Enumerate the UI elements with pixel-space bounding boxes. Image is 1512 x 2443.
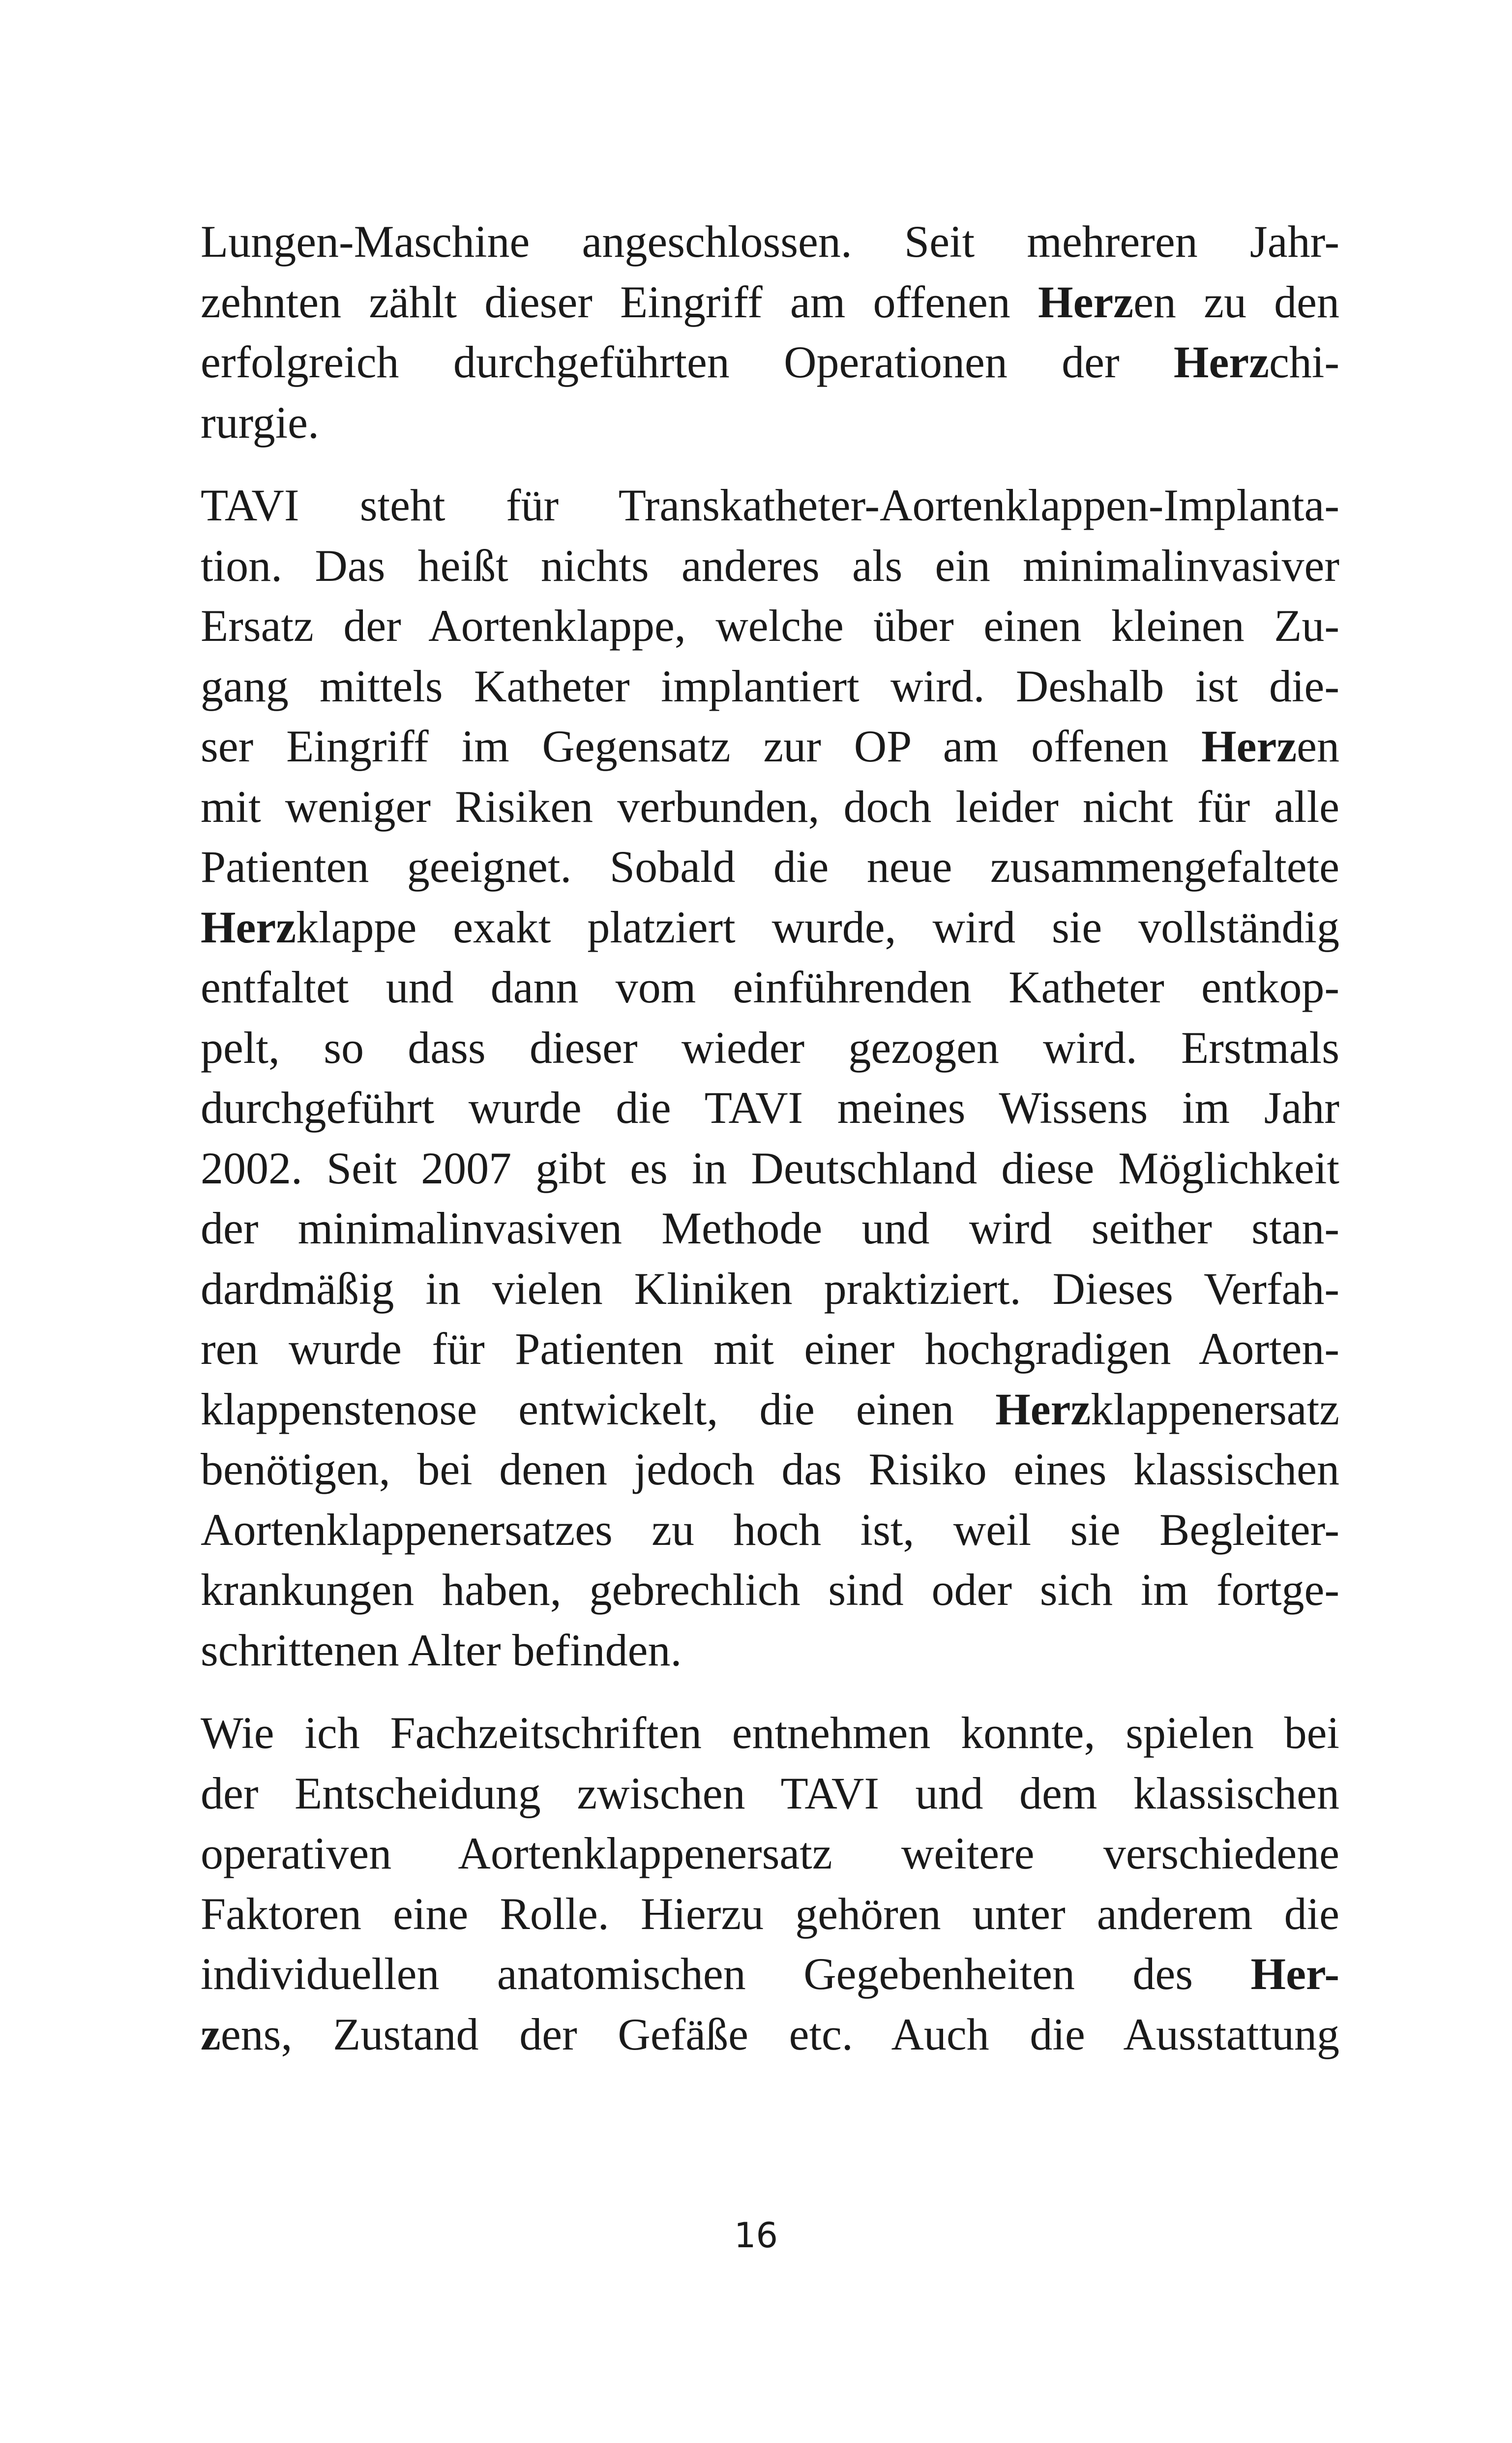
text-line: durchgeführt wurde die TAVI meines Wissens im Jahr	[201, 1083, 1339, 1133]
text-line: ren wurde für Patienten mit einer hochgradigen Aorten-	[201, 1324, 1339, 1374]
text-line: der Entscheidung zwischen TAVI und dem klassischen	[201, 1768, 1339, 1818]
text-line: 2002. Seit 2007 gibt es in Deutschland diese Möglichkeit	[201, 1143, 1339, 1193]
text-line: Faktoren eine Rolle. Hierzu gehören unter anderem die	[201, 1888, 1339, 1939]
text-line: mit weniger Risiken verbunden, doch leider nicht für alle	[201, 781, 1339, 832]
text-line: krankungen haben, gebrechlich sind oder sich im fortge-	[201, 1565, 1339, 1615]
body-text	[201, 211, 1339, 2064]
text-line: klappenstenose entwickelt, die einen Herzklappenersatz	[201, 1384, 1339, 1434]
text-line: dardmäßig in vielen Kliniken praktiziert. Dieses Verfah-	[201, 1263, 1339, 1314]
text-line: Aortenklappenersatzes zu hoch ist, weil sie Begleiter-	[201, 1504, 1339, 1555]
paragraph	[201, 1703, 1339, 2064]
paragraph	[201, 211, 1339, 452]
text-line: pelt, so dass dieser wieder gezogen wird. Erstmals	[201, 1022, 1339, 1073]
text-line: entfaltet und dann vom einführenden Katheter entkop-	[201, 962, 1339, 1012]
text-line: operativen Aortenklappenersatz weitere verschiedene	[201, 1828, 1339, 1878]
text-line: gang mittels Katheter implantiert wird. Deshalb ist die-	[201, 661, 1339, 711]
text-line: zens, Zustand der Gefäße etc. Auch die Ausstattung	[201, 2009, 1339, 2059]
paragraph-gap	[201, 452, 1339, 475]
text-line: Patienten geeignet. Sobald die neue zusammengefaltete	[201, 842, 1339, 892]
text-line: Ersatz der Aortenklappe, welche über einen kleinen Zu-	[201, 601, 1339, 651]
text-line: individuellen anatomischen Gegebenheiten des Her-	[201, 1949, 1339, 1999]
page-number: 16	[734, 2215, 778, 2256]
text-line: Herzklappe exakt platziert wurde, wird sie vollständig	[201, 902, 1339, 952]
text-line: Lungen-Maschine angeschlossen. Seit mehreren Jahr-	[201, 216, 1339, 267]
text-line: benötigen, bei denen jedoch das Risiko eines klassischen	[201, 1444, 1339, 1494]
text-line: Wie ich Fachzeitschriften entnehmen konnte, spielen bei	[201, 1708, 1339, 1758]
paragraph	[201, 475, 1339, 1680]
text-line: tion. Das heißt nichts anderes als ein minimalinvasiver	[201, 540, 1339, 591]
text-line: schrittenen Alter befinden.	[201, 1625, 682, 1675]
text-line: zehnten zählt dieser Eingriff am offenen Herzen zu den	[201, 276, 1339, 327]
text-line: der minimalinvasiven Methode und wird seither stan-	[201, 1203, 1339, 1253]
text-line: ser Eingriff im Gegensatz zur OP am offenen Herzen	[201, 721, 1339, 771]
text-line: erfolgreich durchgeführten Operationen der Herzchi-	[201, 337, 1339, 387]
paragraph-gap	[201, 1680, 1339, 1703]
text-line: TAVI steht für Transkatheter-Aortenklappen-Implanta-	[201, 480, 1339, 530]
text-line: rurgie.	[201, 397, 320, 448]
